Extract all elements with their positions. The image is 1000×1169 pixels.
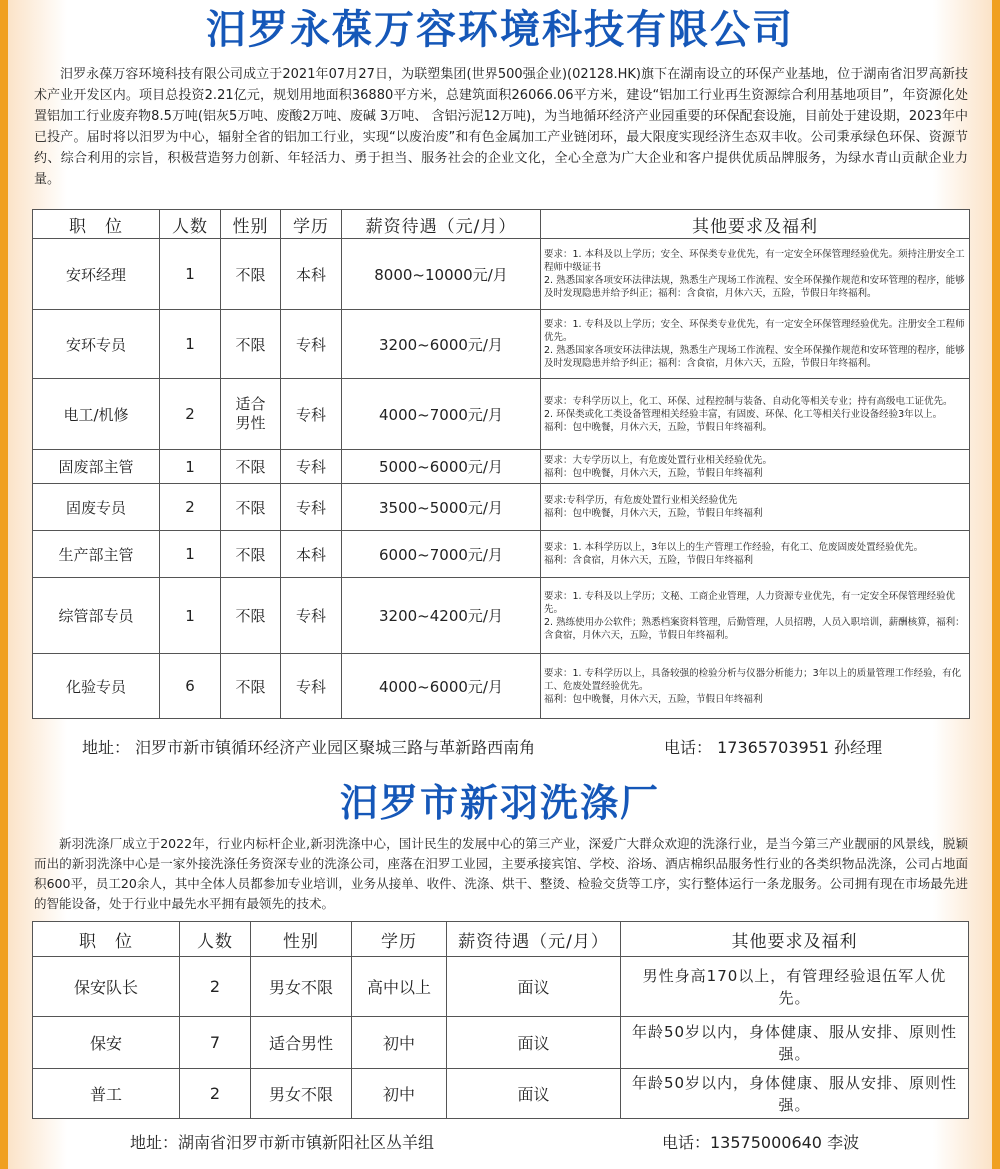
job-requirements: 要求：1. 本科学历以上，3年以上的生产管理工作经验，有化工、危废固废处置经验优先。 福利：含食宿，月休六天，五险，节假日年终福利 [541,531,970,578]
header-count: 人数 [160,210,221,239]
job-education: 专科 [281,654,342,719]
job-gender: 不限 [221,239,281,310]
job-title: 生产部主管 [33,531,160,578]
job-education: 高中以上 [352,957,447,1017]
job-count: 7 [180,1017,251,1069]
job-title: 综管部专员 [33,578,160,654]
job-requirements: 要求：1. 专科及以上学历；安全、环保类专业优先，有一定安全环保管理经验优先。注册安全工程师优先。 2. 熟悉国家各项安环法律法规，熟悉生产现场工作流程、安全环保操作规范和安环管理的程序，能够及时发现隐患并给予纠正；福利：含食宿，月休六天，五险，节假日年终福利。 [541,310,970,379]
company1-intro: 汨罗永葆万容环境科技有限公司成立于2021年07月27日，为联塑集团(世界500强企业)(02128.HK)旗下在湖南设立的环保产业基地，位于湖南省汨罗高新技术产业开发区内。项目总投资2.21亿元，规划用地面积36880平方米，总建筑面积26066.06平方米，建设“铝加工行业再生资源综合利用基地项目”，年资源化处置铝加工行业废弃物8.5万吨(铝灰5万吨、废酸2万吨、废碱 3万吨、 含铝污泥12万吨)，为当地循环经济产业园重要的环保配套设施，目前处于建设期，2023年中已投产。届时将以汨罗为中心，辐射全省的铝加工行业，实现“以废治废”和有色金属加工产业链闭环，最大限度实现经济生态双丰收。公司秉承绿色环保、资源节约、综合利用的宗旨，积极营造努力创新、年轻活力、勇于担当、服务社会的企业文化，全心全意为广大企业和客户提供优质品牌服务，为绿水青山贡献企业力量。 [34,67,968,187]
table-row [33,654,970,719]
table-row [33,531,970,578]
table-row [33,957,969,1017]
job-title: 固废部主管 [33,450,160,484]
job-count: 2 [180,1069,251,1119]
table-header-row [33,210,970,239]
job-gender: 不限 [221,654,281,719]
table-row [33,578,970,654]
job-salary: 8000~10000元/月 [342,239,541,310]
table-row [33,1069,969,1119]
company2-intro: 新羽洗涤厂成立于2022年，行业内标杆企业,新羽洗涤中心，国计民生的发展中心的第三产业，深爱广大群众欢迎的洗涤行业，是当今第三产业靓丽的风景线，脱颖而出的新羽洗涤中心是一家外接洗涤任务资深专业的洗涤公司，座落在汨罗工业园，主要承接宾馆、学校、浴场、酒店棉织品服务性行业的各类织物品洗涤，公司占地面积600平，员工20余人，其中全体人员都参加专业培训，业务从接单、收件、洗涤、烘干、整烫、检验交货等工序，实行整体运行一条龙服务。公司拥有现在市场最先进的智能设备，处于行业中最先水平拥有最领先的技术。 [34,836,968,911]
job-salary: 面议 [447,1017,621,1069]
job-requirements: 要求：专科学历以上，化工、环保、过程控制与装备、自动化等相关专业；持有高级电工证优先。 2. 环保类或化工类设备管理相关经验丰富，有固废、环保、化工等相关行业设备经验3年以上。 福利：包中晚餐，月休六天，五险，节假日年终福利。 [541,379,970,450]
table-row [33,484,970,531]
company1-jobs-table [32,209,970,719]
header-salary: 薪资待遇（元/月） [447,922,621,957]
job-requirements: 要求：大专学历以上，有危废处置行业相关经验优先。 福利：包中晚餐，月休六天，五险，节假日年终福利 [541,450,970,484]
job-salary: 3200~6000元/月 [342,310,541,379]
job-count: 1 [160,578,221,654]
table-row [33,450,970,484]
job-salary: 3200~4200元/月 [342,578,541,654]
job-education: 专科 [281,450,342,484]
job-education: 本科 [281,239,342,310]
job-count: 2 [180,957,251,1017]
job-requirements: 要求:专科学历，有危废处置行业相关经验优先 福利：包中晚餐，月休六天，五险，节假日年终福利 [541,484,970,531]
job-title: 化验专员 [33,654,160,719]
job-requirements: 要求：1. 专科学历以上，具备较强的检验分析与仪器分析能力；3年以上的质量管理工作经验，有化工、危废处置经验优先。 福利：包中晚餐，月休六天，五险，节假日年终福利 [541,654,970,719]
job-education: 初中 [352,1017,447,1069]
header-education: 学历 [281,210,342,239]
job-requirements: 要求：1. 专科及以上学历；文秘、工商企业管理，人力资源专业优先，有一定安全环保管理经验优先。 2. 熟练使用办公软件；熟悉档案资料管理，后勤管理，人员招聘，人员入职培训，薪酬核算，福利：含食宿，月休六天，五险，节假日年终福利。 [541,578,970,654]
company1-address: 地址： 汨罗市新市镇循环经济产业园区聚城三路与革新路西南角 [82,738,536,757]
job-count: 1 [160,531,221,578]
job-education: 专科 [281,379,342,450]
job-count: 1 [160,450,221,484]
job-count: 1 [160,239,221,310]
job-requirements: 年龄50岁以内，身体健康、服从安排、原则性强。 [621,1017,969,1069]
table-row [33,1017,969,1069]
job-gender: 不限 [221,484,281,531]
job-count: 1 [160,310,221,379]
job-gender: 适合男性 [221,379,281,450]
job-education: 专科 [281,578,342,654]
job-count: 2 [160,379,221,450]
job-salary: 4000~6000元/月 [342,654,541,719]
job-title: 保安 [33,1017,180,1069]
job-count: 6 [160,654,221,719]
job-salary: 5000~6000元/月 [342,450,541,484]
job-education: 本科 [281,531,342,578]
job-requirements: 男性身高170以上，有管理经验退伍军人优先。 [621,957,969,1017]
job-count: 2 [160,484,221,531]
job-salary: 面议 [447,957,621,1017]
company1-title: 汨罗永葆万容环境科技有限公司 [206,7,794,53]
job-gender: 不限 [221,531,281,578]
job-gender: 男女不限 [251,1069,352,1119]
job-education: 专科 [281,310,342,379]
job-title: 固废专员 [33,484,160,531]
company2-title: 汨罗市新羽洗涤厂 [339,781,660,825]
job-title: 安环专员 [33,310,160,379]
header-education: 学历 [352,922,447,957]
header-position: 职 位 [33,210,160,239]
job-salary: 4000~7000元/月 [342,379,541,450]
job-requirements: 要求：1. 本科及以上学历；安全、环保类专业优先，有一定安全环保管理经验优先。须持注册安全工程师中级证书 2. 熟悉国家各项安环法律法规，熟悉生产现场工作流程、安全环保操作规范和安环管理的程序，能够及时发现隐患并给予纠正；福利：含食宿，月休六天，五险，节假日年终福利。 [541,239,970,310]
company1-phone: 电话： 17365703951 孙经理 [664,738,883,757]
job-title: 电工/机修 [33,379,160,450]
table-header-row [33,922,969,957]
job-salary: 3500~5000元/月 [342,484,541,531]
job-gender: 适合男性 [251,1017,352,1069]
header-gender: 性别 [221,210,281,239]
job-title: 安环经理 [33,239,160,310]
job-gender: 不限 [221,310,281,379]
company2-address: 地址：湖南省汨罗市新市镇新阳社区丛羊组 [130,1133,435,1152]
header-count: 人数 [180,922,251,957]
table-row [33,239,970,310]
job-gender: 男女不限 [251,957,352,1017]
job-education: 初中 [352,1069,447,1119]
job-requirements: 年龄50岁以内，身体健康、服从安排、原则性强。 [621,1069,969,1119]
job-salary: 6000~7000元/月 [342,531,541,578]
header-position: 职 位 [33,922,180,957]
header-requirements: 其他要求及福利 [541,210,970,239]
table-row [33,379,970,450]
company2-jobs-table [32,921,969,1119]
job-education: 专科 [281,484,342,531]
header-gender: 性别 [251,922,352,957]
job-salary: 面议 [447,1069,621,1119]
job-title: 保安队长 [33,957,180,1017]
job-gender: 不限 [221,578,281,654]
company2-phone: 电话：13575000640 李波 [662,1133,860,1152]
table-row [33,310,970,379]
job-title: 普工 [33,1069,180,1119]
header-salary: 薪资待遇（元/月） [342,210,541,239]
header-requirements: 其他要求及福利 [621,922,969,957]
job-gender: 不限 [221,450,281,484]
